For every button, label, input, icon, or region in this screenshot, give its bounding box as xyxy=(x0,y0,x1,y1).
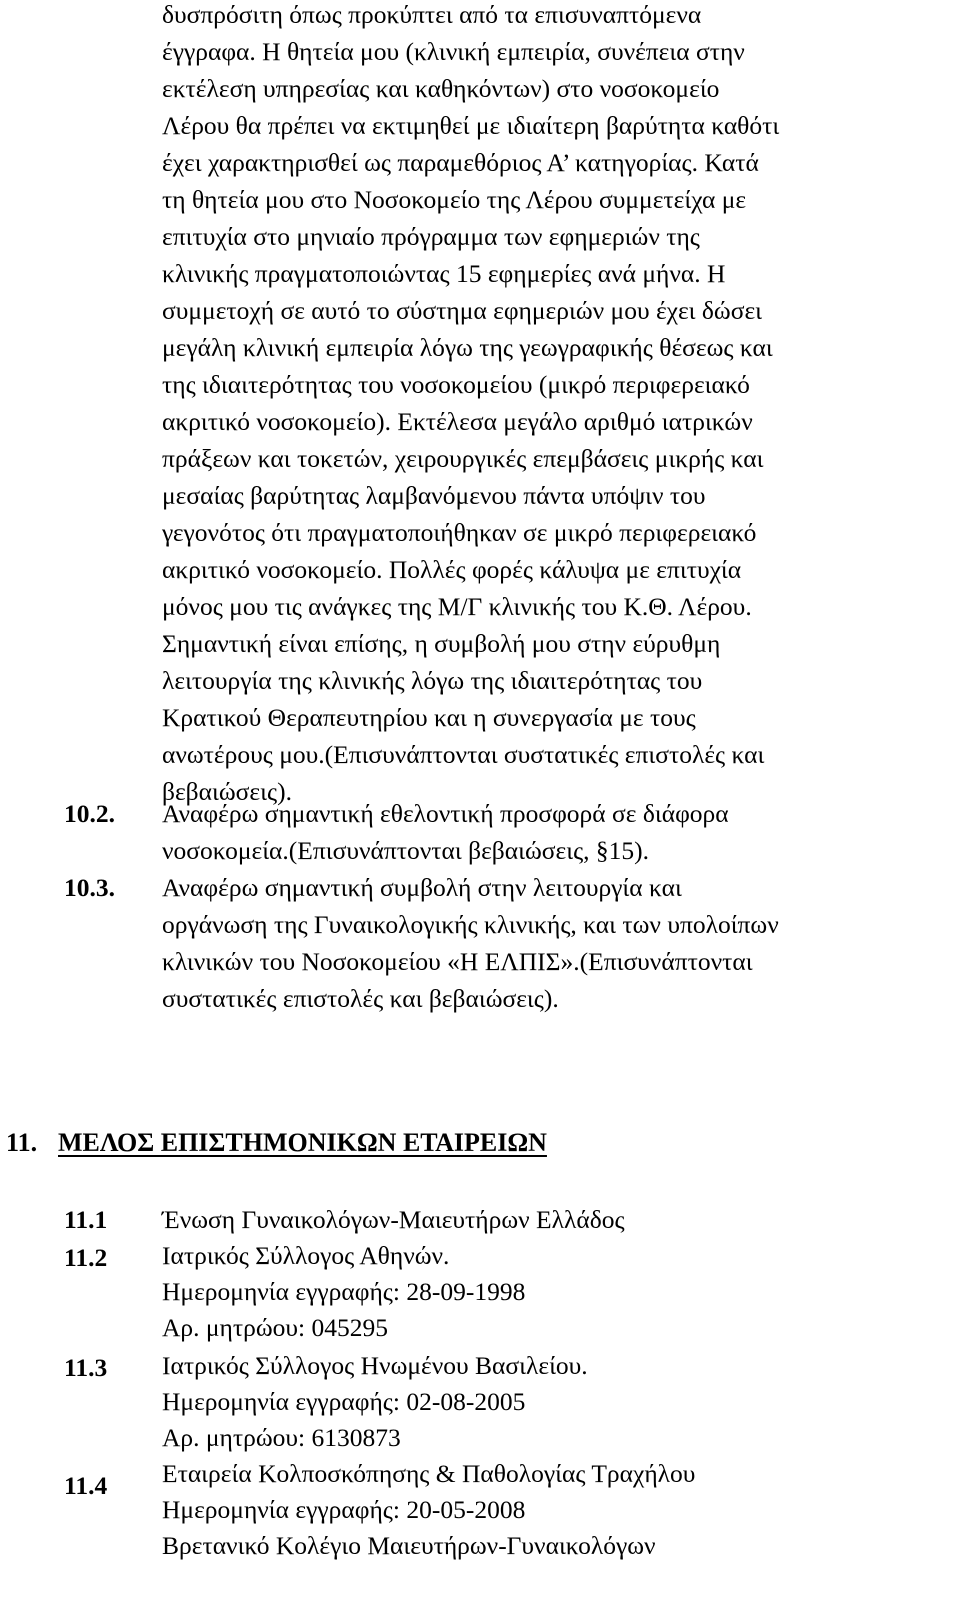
item-line: Βρετανικό Κολέγιο Μαιευτήρων-Γυναικολόγων xyxy=(162,1531,656,1560)
item-line: νοσοκομεία.(Επισυνάπτονται βεβαιώσεις, §15). xyxy=(162,836,650,865)
item-line: συστατικές επιστολές και βεβαιώσεις). xyxy=(162,984,559,1013)
paragraph-line: τη θητεία μου στο Νοσοκομείο της Λέρου συμμετείχα με xyxy=(162,185,747,214)
item-line: Αναφέρω σημαντική συμβολή στην λειτουργία και xyxy=(162,873,682,902)
paragraph-line: έχει χαρακτηρισθεί ως παραμεθόριος Α’ κατηγορίας. Κατά xyxy=(162,148,759,177)
item-line: Αναφέρω σημαντική εθελοντική προσφορά σε διάφορα xyxy=(162,799,729,828)
item-11-4-text xyxy=(162,1456,695,1564)
paragraph-line: Σημαντική είναι επίσης, η συμβολή μου στην εύρυθμη xyxy=(162,629,721,658)
item-11-2-text xyxy=(162,1238,525,1346)
paragraph-line: δυσπρόσιτη όπως προκύπτει από τα επισυναπτόμενα xyxy=(162,0,702,29)
paragraph-line: Κρατικού Θεραπευτηρίου και η συνεργασία με τους xyxy=(162,703,696,732)
item-number-11-4: 11.4 xyxy=(64,1471,108,1500)
item-line: Ημερομηνία εγγραφής: 02-08-2005 xyxy=(162,1387,526,1416)
paragraph-line: εκτέλεση υπηρεσίας και καθηκόντων) στο νοσοκομείο xyxy=(162,74,720,103)
item-line: Ημερομηνία εγγραφής: 20-05-2008 xyxy=(162,1495,526,1524)
paragraph-line: πράξεων και τοκετών, χειρουργικές επεμβάσεις μικρής και xyxy=(162,444,764,473)
item-number-11-1: 11.1 xyxy=(64,1205,108,1234)
paragraph-line: ανωτέρους μου.(Επισυνάπτονται συστατικές επιστολές και xyxy=(162,740,765,769)
paragraph-line: ακριτικό νοσοκομείο. Πολλές φορές κάλυψα με επιτυχία xyxy=(162,555,742,584)
paragraph-line: γεγονότος ότι πραγματοποιήθηκαν σε μικρό περιφερειακό xyxy=(162,518,757,547)
paragraph-line: έγγραφα. Η θητεία μου (κλινική εμπειρία, συνέπεια στην xyxy=(162,37,745,66)
item-line: Αρ. μητρώου: 045295 xyxy=(162,1313,388,1342)
paragraph-line: ακριτικό νοσοκομείο). Εκτέλεσα μεγάλο αριθμό ιατρικών xyxy=(162,407,753,436)
paragraph-line: συμμετοχή σε αυτό το σύστημα εφημεριών μου έχει δώσει xyxy=(162,296,763,325)
item-line: Ιατρικός Σύλλογος Ηνωμένου Βασιλείου. xyxy=(162,1351,588,1380)
paragraph-line: μόνος μου τις ανάγκες της Μ/Γ κλινικής του Κ.Θ. Λέρου. xyxy=(162,592,752,621)
paragraph-line: βεβαιώσεις). xyxy=(162,777,292,806)
item-11-1-text xyxy=(162,1202,625,1238)
paragraph-line: λειτουργία της κλινικής λόγω της ιδιαιτερότητας του xyxy=(162,666,703,695)
paragraph-line: επιτυχία στο μηνιαίο πρόγραμμα των εφημεριών της xyxy=(162,222,700,251)
item-line: Ημερομηνία εγγραφής: 28-09-1998 xyxy=(162,1277,526,1306)
paragraph-line: Λέρου θα πρέπει να εκτιμηθεί με ιδιαίτερη βαρύτητα καθότι xyxy=(162,111,780,140)
item-number-11-3: 11.3 xyxy=(64,1353,108,1382)
section-number: 11. xyxy=(6,1128,38,1157)
item-number-10-3: 10.3. xyxy=(64,873,115,902)
item-line: Ένωση Γυναικολόγων-Μαιευτήρων Ελλάδος xyxy=(162,1205,625,1234)
paragraph-line: μεγάλη κλινική εμπειρία λόγω της γεωγραφικής θέσεως και xyxy=(162,333,773,362)
item-line: Αρ. μητρώου: 6130873 xyxy=(162,1423,401,1452)
item-number-10-2: 10.2. xyxy=(64,799,115,828)
item-line: οργάνωση της Γυναικολογικής κλινικής, και των υπολοίπων xyxy=(162,910,779,939)
item-line: Ιατρικός Σύλλογος Αθηνών. xyxy=(162,1241,450,1270)
section-heading xyxy=(6,1124,547,1162)
paragraph-line: μεσαίας βαρύτητας λαμβανόμενου πάντα υπόψιν του xyxy=(162,481,706,510)
item-line: κλινικών του Νοσοκομείου «Η ΕΛΠΙΣ».(Επισυνάπτονται xyxy=(162,947,753,976)
paragraph-line: κλινικής πραγματοποιώντας 15 εφημερίες ανά μήνα. Η xyxy=(162,259,726,288)
item-10-3-text xyxy=(162,869,779,1017)
continuation-paragraph xyxy=(162,0,942,810)
item-number-11-2: 11.2 xyxy=(64,1243,108,1272)
item-line: Εταιρεία Κολποσκόπησης & Παθολογίας Τραχήλου xyxy=(162,1459,696,1488)
section-title: ΜΕΛΟΣ ΕΠΙΣΤΗΜΟΝΙΚΩΝ ΕΤΑΙΡΕΙΩΝ xyxy=(58,1128,547,1157)
item-10-2-text xyxy=(162,795,729,869)
paragraph-line: της ιδιαιτερότητας του νοσοκομείου (μικρό περιφερειακό xyxy=(162,370,750,399)
item-11-3-text xyxy=(162,1348,588,1456)
